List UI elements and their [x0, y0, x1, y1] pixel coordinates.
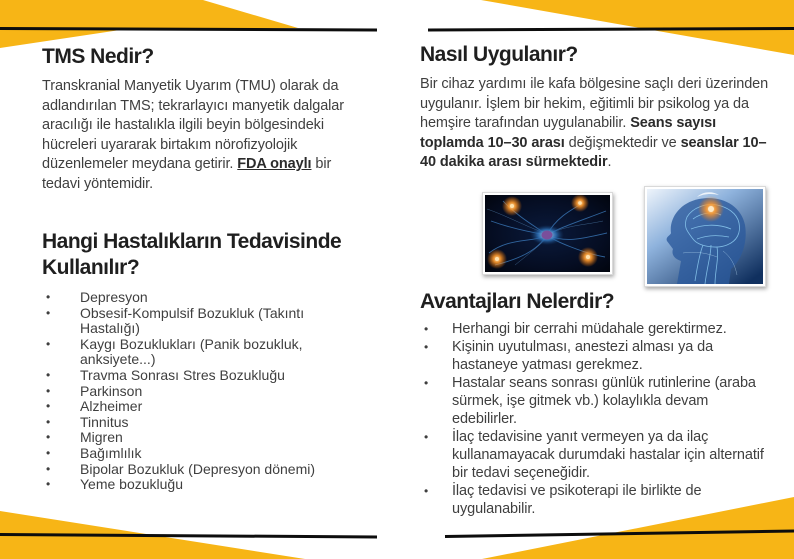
- bullet-icon: •: [46, 383, 51, 398]
- list-item: [42, 306, 382, 337]
- list-item-label: Alzheimer: [80, 398, 143, 415]
- head-brain-profile-photo: [644, 186, 766, 287]
- bullet-icon: •: [46, 430, 51, 445]
- list-item-label: İlaç tedavisine yanıt vermeyen ya da ilaç kullanamayacak durumdaki hastalar için alternatif bir tedavi seçeneğidir.: [452, 429, 764, 481]
- bullet-icon: •: [46, 445, 51, 460]
- text-run: seanslar 10–40 dakika arası sürmektedir: [420, 134, 767, 170]
- left-panel-section-treated-disorders: [42, 229, 382, 493]
- right-panel-section-how-applied: [420, 42, 772, 173]
- bullet-icon: •: [424, 430, 429, 444]
- list-item: [42, 430, 382, 446]
- list-item: [420, 374, 780, 428]
- list-item-label: Kaygı Bozuklukları (Panik bozukluk, anksiyete...): [80, 335, 303, 368]
- list-item: [420, 482, 780, 518]
- list-item-label: Hastalar seans sonrası günlük rutinlerine (araba sürmek, işe gitmek vb.) kolaylıkla devam edebilirler.: [452, 375, 756, 427]
- bullet-icon: •: [46, 414, 51, 429]
- list-item-label: Migren: [80, 429, 123, 446]
- neuron-synapses-illustration: [485, 195, 610, 272]
- list-item-label: Depresyon: [80, 289, 148, 305]
- list-item: [42, 477, 382, 493]
- neuron-synapses-photo: [482, 192, 613, 275]
- list-item-label: Tinnitus: [80, 413, 129, 430]
- hangi-hastaliklar-heading: Hangi Hastalıkların Tedavisinde Kullanılır?: [42, 230, 342, 279]
- text-run: değişmektedir ve: [568, 134, 681, 151]
- list-item: [420, 338, 780, 374]
- bullet-icon: •: [424, 484, 429, 498]
- list-item-label: Yeme bozukluğu: [80, 476, 184, 493]
- bullet-icon: •: [424, 340, 429, 354]
- tms-nedir-heading: TMS Nedir?: [42, 45, 154, 68]
- list-item: [420, 428, 780, 482]
- list-item: [42, 384, 382, 400]
- list-item-label: Obsesif-Kompulsif Bozukluk (Takıntı Hastalığı): [80, 304, 305, 337]
- list-item: [42, 415, 382, 431]
- list-item: [42, 290, 382, 306]
- list-item: [42, 399, 382, 415]
- text-run: Transkranial Manyetik Uyarım (TMU) olarak da adlandırılan TMS; tekrarlayıcı manyetik dalgalar aracılığı ile hastalıkla ilgili beyin bölgesindeki hücreleri uyararak birtakım nörofizyolojik düzenlemeler meydana getirir.: [42, 78, 344, 172]
- top-left-yellow-wedge: [0, 0, 298, 48]
- bullet-icon: •: [46, 367, 51, 382]
- bullet-icon: •: [46, 461, 51, 476]
- top-right-fold-line: [428, 29, 794, 31]
- nasil-uygulanir-paragraph: [420, 75, 772, 173]
- text-run: bir tedavi yöntemidir.: [42, 156, 332, 192]
- disorders-bullet-list: [42, 290, 382, 493]
- text-run: .: [607, 154, 612, 170]
- nasil-uygulanir-heading: Nasıl Uygulanır?: [420, 43, 578, 66]
- list-item-label: Kişinin uyutulması, anestezi alması ya da hastaneye yatması gerekmez.: [452, 339, 714, 373]
- list-item-label: Travma Sonrası Stres Bozukluğu: [80, 366, 285, 383]
- list-item: [42, 462, 382, 478]
- bullet-icon: •: [46, 399, 51, 414]
- list-item-label: Bağımlılık: [80, 444, 142, 461]
- left-panel-section-what-is-tms: [42, 44, 374, 194]
- list-item: [42, 337, 382, 368]
- text-run: FDA onaylı: [237, 156, 312, 172]
- text-run: Bir cihaz yardımı ile kafa bölgesine saçlı deri üzerinden uygulanır. İşlem bir hekim, eğitimli bir psikolog ya da hemşire tarafından uygulanabilir.: [420, 76, 769, 131]
- list-item: [42, 368, 382, 384]
- bullet-icon: •: [424, 322, 429, 336]
- bullet-icon: •: [46, 305, 51, 320]
- list-item-label: Parkinson: [80, 382, 143, 399]
- avantajlari-heading: Avantajları Nelerdir?: [420, 290, 615, 313]
- list-item-label: Herhangi bir cerrahi müdahale gerektirmez.: [452, 321, 727, 337]
- bullet-icon: •: [46, 336, 51, 351]
- advantages-bullet-list: [420, 320, 780, 518]
- text-run: Seans sayısı toplamda 10–30 arası: [420, 115, 717, 151]
- bullet-icon: •: [424, 376, 429, 390]
- top-left-fold-line: [0, 29, 377, 31]
- bullet-icon: •: [46, 477, 51, 492]
- list-item-label: İlaç tedavisi ve psikoterapi ile birlikte de uygulanabilir.: [452, 483, 702, 517]
- right-panel-section-advantages: [420, 289, 780, 518]
- list-item-label: Bipolar Bozukluk (Depresyon dönemi): [80, 460, 315, 477]
- head-brain-illustration: [647, 189, 763, 284]
- bullet-icon: •: [46, 290, 51, 304]
- tms-nedir-paragraph: [42, 77, 344, 194]
- list-item: [420, 320, 780, 338]
- list-item: [42, 446, 382, 462]
